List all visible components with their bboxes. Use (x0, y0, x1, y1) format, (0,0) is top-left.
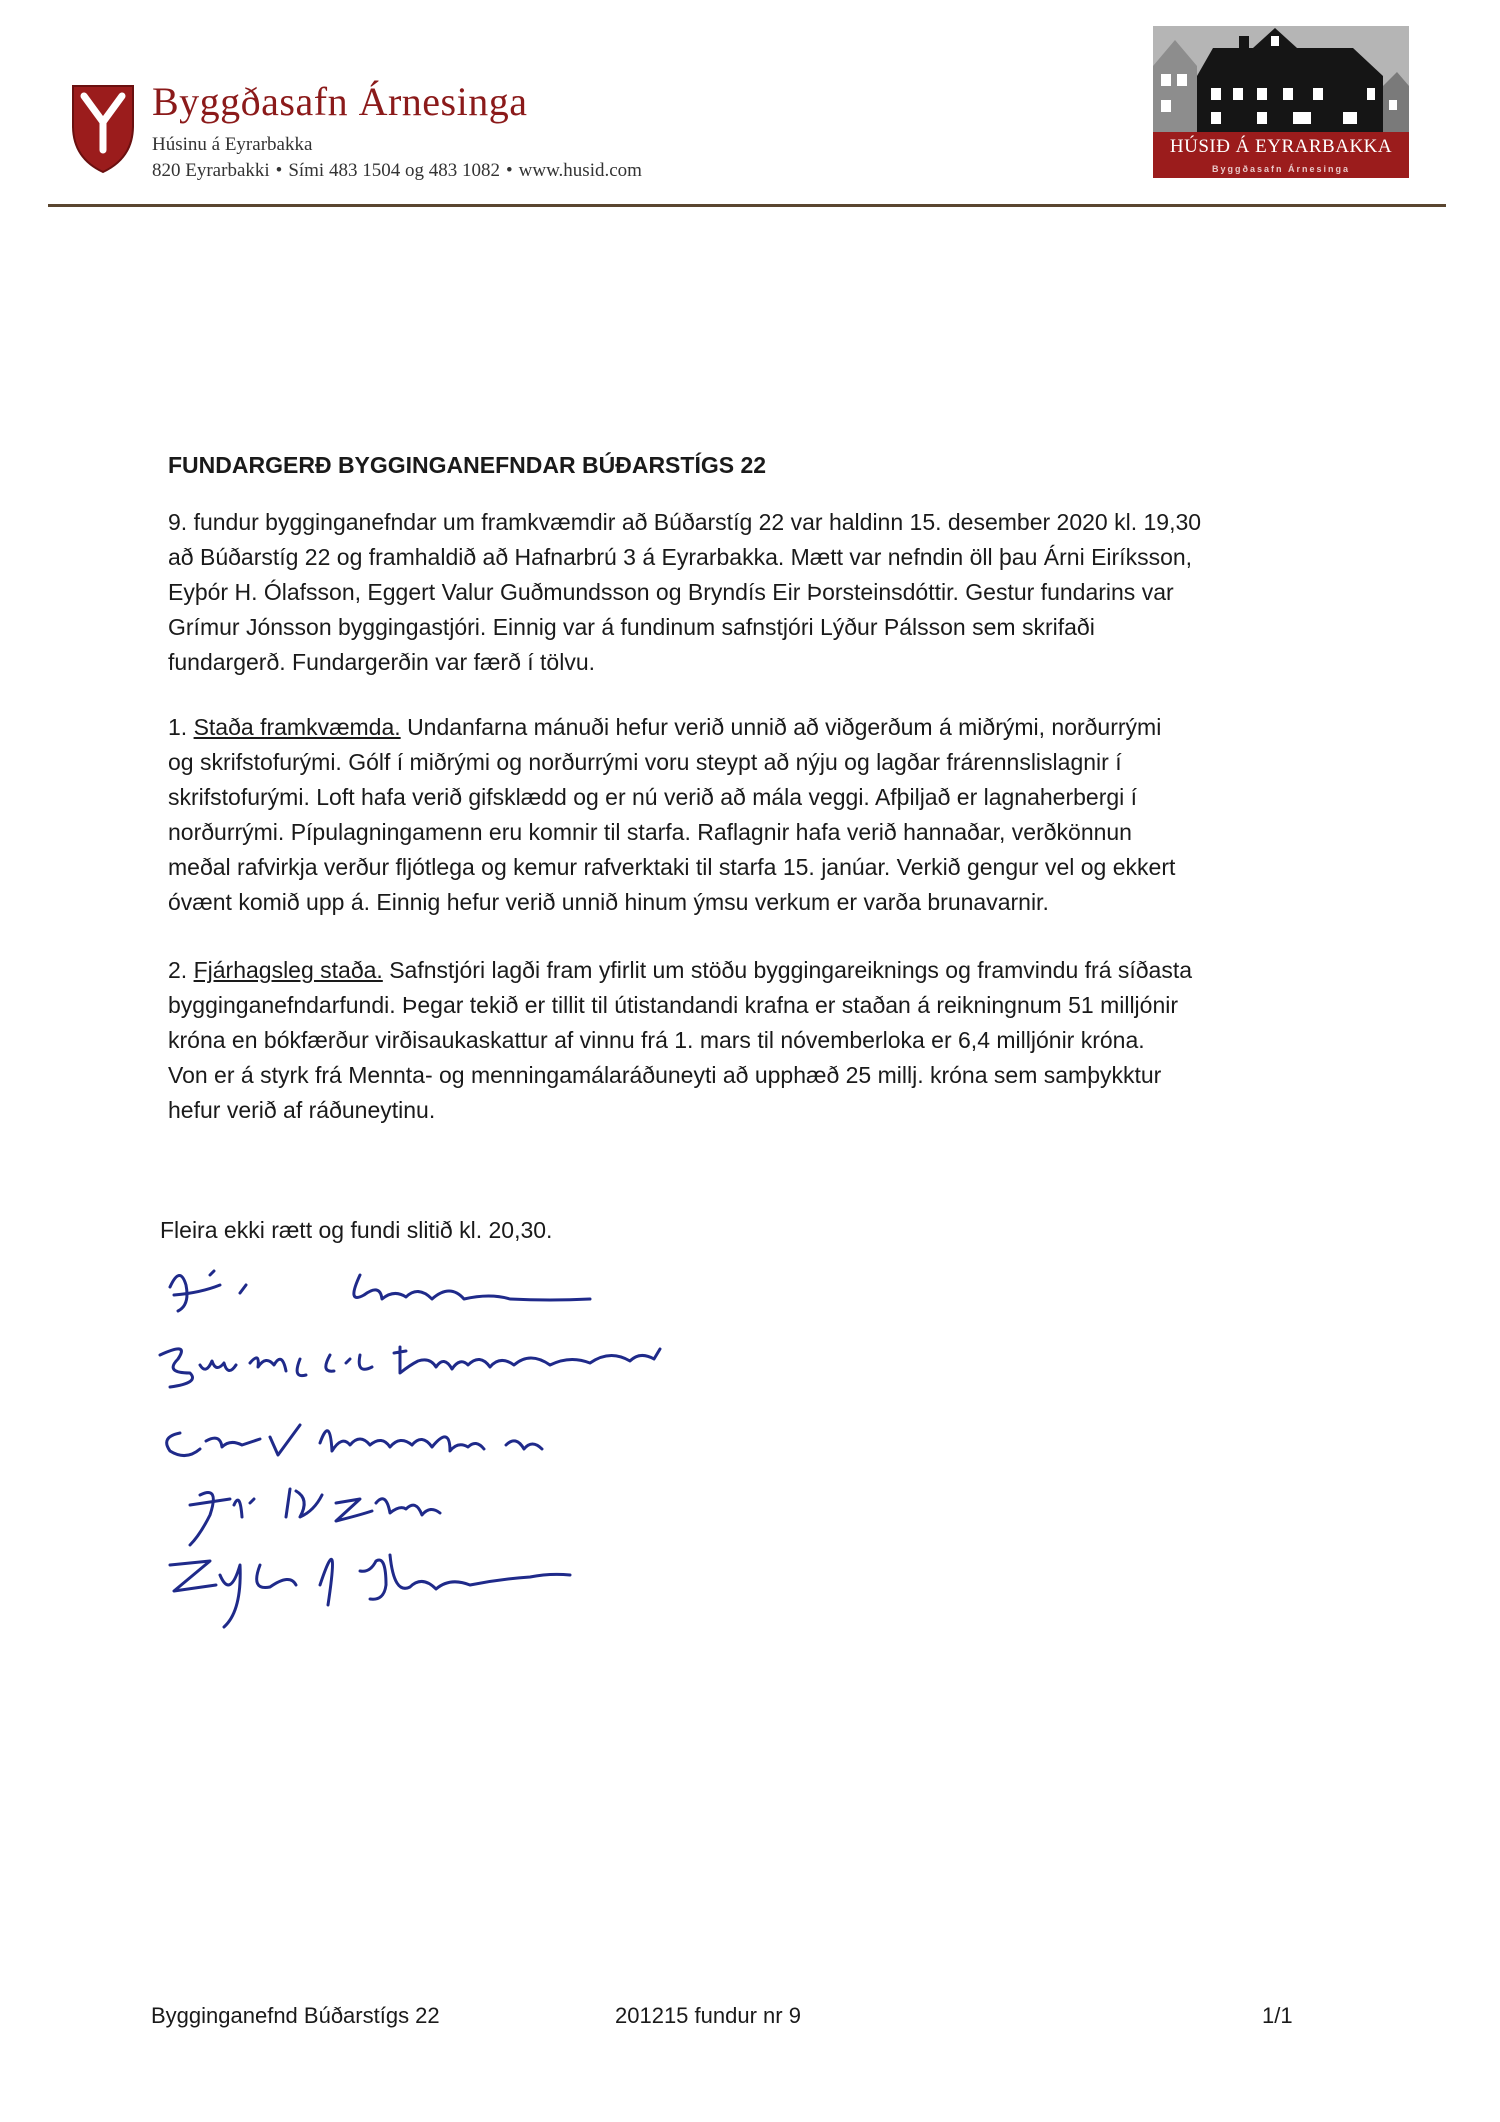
item-2-line: bygginganefndarfundi. Þegar tekið er tillit til útistandandi krafna er staðan á reikningnum 51 milljónir (168, 992, 1179, 1018)
intro-line: Grímur Jónsson byggingastjóri. Einnig var á fundinum safnstjóri Lýður Pálsson sem skrifaði (168, 614, 1095, 640)
item-2-line: hefur verið af ráðuneytinu. (168, 1097, 436, 1123)
org-name: Byggðasafn Árnesinga (152, 79, 528, 124)
signature-3 (167, 1425, 542, 1456)
intro-line: Eyþór H. Ólafsson, Eggert Valur Guðmundsson og Bryndís Eir Þorsteinsdóttir. Gestur fundarins var (168, 579, 1174, 605)
intro-line: 9. fundur bygginganefndar um framkvæmdir að Búðarstíg 22 var haldinn 15. desember 2020 kl. 19,30 (168, 509, 1202, 535)
org-contact-line: 820 Eyrarbakki • Sími 483 1504 og 483 1082 • www.husid.com (152, 160, 642, 181)
header-divider (48, 204, 1446, 207)
item-2-line: króna en bókfærður virðisaukaskattur af vinnu frá 1. mars til nóvemberloka er 6,4 milljónir króna. (168, 1027, 1145, 1053)
item-1-line: skrifstofurými. Loft hafa verið gifsklædd og er nú verið að mála veggi. Afþiljað er lagnaherbergi í (168, 784, 1138, 810)
closing-line: Fleira ekki rætt og fundi slitið kl. 20,30. (160, 1217, 553, 1243)
item-1-line: meðal rafvirkja verður fljótlega og kemur rafverktaki til starfa 15. janúar. Verkið gengur vel og ekkert (168, 854, 1176, 880)
item-2-paragraph (168, 953, 1328, 1128)
intro-line: fundargerð. Fundargerðin var færð í tölvu. (168, 649, 596, 675)
footer-left: Bygginganefnd Búðarstígs 22 (151, 2003, 440, 2028)
item-1-line: norðurrými. Pípulagningamenn eru komnir til starfa. Raflagnir hafa verið hannaðar, verðkönnun (168, 819, 1132, 845)
logo-caption: HÚSIÐ Á EYRARBAKKA (1153, 132, 1409, 162)
org-subtitle: Húsinu á Eyrarbakka (152, 134, 313, 155)
signature-4 (190, 1489, 440, 1545)
document-title: FUNDARGERÐ BYGGINGANEFNDAR BÚÐARSTÍGS 22 (168, 452, 767, 478)
org-phone: Sími 483 1504 og 483 1082 (288, 160, 500, 181)
item-1-line: óvænt komið upp á. Einnig hefur verið unnið hinum ýmsu verkum er varða brunavarnir. (168, 889, 1049, 915)
signatures-block (150, 1255, 730, 1655)
footer-middle: 201215 fundur nr 9 (615, 2003, 801, 2028)
item-1-number: 1. (168, 714, 188, 740)
item-2-first-line (168, 953, 1328, 988)
item-1-heading: Staða framkvæmda. (193, 714, 401, 740)
signature-5 (170, 1555, 570, 1627)
item-2-first-text: Safnstjóri lagði fram yfirlit um stöðu byggingareiknings og framvindu frá síðasta (389, 957, 1193, 983)
org-web: www.husid.com (518, 160, 642, 181)
item-1-line: og skrifstofurými. Gólf í miðrými og norðurrými voru steypt að nýju og lagðar frárennslislagnir í (168, 749, 1122, 775)
intro-line: að Búðarstíg 22 og framhaldið að Hafnarbrú 3 á Eyrarbakka. Mætt var nefndin öll þau Árni Eiríksson, (168, 544, 1193, 570)
signature-1 (170, 1271, 590, 1311)
item-2-line: Von er á styrk frá Mennta- og menningamálaráðuneyti að upphæð 25 millj. króna sem samþykktur (168, 1062, 1162, 1088)
shield-logo-icon (70, 82, 136, 174)
logo-subcaption: Byggðasafn Árnesinga (1153, 162, 1409, 178)
item-1-paragraph (168, 710, 1328, 920)
signature-2 (160, 1347, 660, 1387)
intro-paragraph (168, 505, 1328, 680)
page-number: 1/1 (1262, 2003, 1293, 2028)
item-2-heading: Fjárhagsleg staða. (193, 957, 383, 983)
org-address: 820 Eyrarbakki (152, 160, 270, 181)
item-1-first-text: Undanfarna mánuði hefur verið unnið að viðgerðum á miðrými, norðurrými (407, 714, 1162, 740)
item-2-number: 2. (168, 957, 188, 983)
item-1-first-line (168, 710, 1328, 745)
